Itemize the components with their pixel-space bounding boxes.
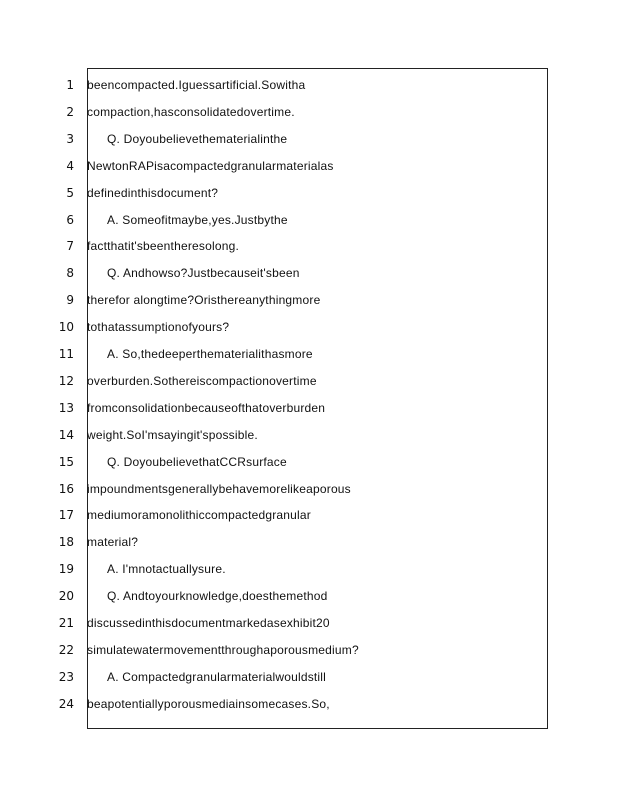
transcript-line: [0, 667, 618, 687]
transcript-line: [0, 586, 618, 606]
line-number: 5: [66, 185, 74, 200]
line-number: 16: [58, 481, 74, 496]
line-text: impoundmentsgenerallybehavemorelikeaporous: [87, 481, 351, 496]
transcript-line: [0, 398, 618, 418]
line-text: material?: [87, 535, 139, 550]
line-text: A. Compactedgranularmaterialwouldstill: [107, 669, 327, 684]
line-number: 1: [66, 78, 74, 92]
line-number: 24: [58, 696, 74, 711]
line-number: 3: [66, 131, 74, 146]
transcript-line: [0, 532, 618, 552]
transcript-line: [0, 263, 618, 283]
line-text: A. So,thedeeperthematerialithasmore: [107, 347, 313, 361]
line-number: 9: [66, 293, 74, 308]
line-text: Q. DoyoubelievethatCCRsurface: [107, 454, 287, 469]
line-text: definedinthisdocument?: [87, 185, 219, 200]
transcript-line: [0, 129, 618, 149]
line-text: simulatewatermovementthroughaporousmedium?: [87, 642, 359, 657]
line-text: weight.SoI'msayingit'spossible.: [87, 427, 258, 442]
line-text: factthatit'sbeentheresolong.: [87, 239, 239, 254]
line-number: 22: [58, 642, 74, 657]
line-number: 13: [58, 400, 74, 415]
line-number: 21: [58, 616, 74, 630]
transcript-line: [0, 640, 618, 660]
transcript-line: [0, 452, 618, 472]
line-text: Q. Andhowso?Justbecauseit'sbeen: [107, 266, 300, 281]
line-text: fromconsolidationbecauseofthatoverburden: [87, 400, 326, 415]
transcript-line: [0, 613, 618, 633]
line-number: 7: [66, 239, 74, 254]
line-number: 20: [58, 589, 74, 604]
line-number: 4: [66, 158, 74, 173]
line-text: compaction,hasconsolidatedovertime.: [87, 104, 295, 119]
line-text: NewtonRAPisacompactedgranularmaterialas: [87, 158, 334, 173]
line-text: mediumoramonolithiccompactedgranular: [87, 508, 311, 523]
line-text: Q. Doyoubelievethematerialinthe: [107, 131, 288, 146]
line-number: 15: [58, 454, 74, 469]
line-number: 19: [58, 562, 74, 577]
transcript-line: [0, 156, 618, 176]
transcript-line: [0, 479, 618, 499]
line-number: 18: [58, 535, 74, 550]
line-text: therefor alongtime?Oristhereanythingmore: [87, 293, 321, 308]
line-text: overburden.Sothereiscompactionovertime: [87, 373, 317, 388]
transcript-line: [0, 236, 618, 256]
line-number: 6: [66, 212, 74, 227]
line-number: 2: [66, 104, 74, 119]
line-text: tothatassumptionofyours?: [87, 320, 230, 335]
transcript-line: [0, 344, 618, 364]
transcript-line: [0, 317, 618, 337]
transcript-line: [0, 210, 618, 230]
line-number: 11: [58, 347, 74, 361]
line-number: 12: [58, 373, 74, 388]
transcript-line: [0, 290, 618, 310]
line-number: 14: [58, 427, 74, 442]
line-number: 17: [58, 508, 74, 523]
transcript-line: [0, 371, 618, 391]
line-text: beapotentiallyporousmediainsomecases.So,: [87, 696, 330, 711]
transcript-line: [0, 102, 618, 122]
transcript-line: [0, 75, 618, 95]
line-text: A. Someofitmaybe,yes.Justbythe: [107, 212, 288, 227]
line-text: discussedinthisdocumentmarkedasexhibit20: [87, 616, 330, 630]
transcript-line: [0, 559, 618, 579]
line-number: 10: [58, 320, 74, 335]
line-number: 8: [66, 266, 74, 281]
line-number: 23: [58, 669, 74, 684]
transcript-line: [0, 183, 618, 203]
line-text: A. I'mnotactuallysure.: [107, 562, 226, 577]
transcript-line: [0, 694, 618, 714]
line-text: beencompacted.Iguessartificial.Sowitha: [87, 78, 306, 92]
transcript-line: [0, 505, 618, 525]
transcript-line: [0, 425, 618, 445]
line-text: Q. Andtoyourknowledge,doesthemethod: [107, 589, 328, 604]
